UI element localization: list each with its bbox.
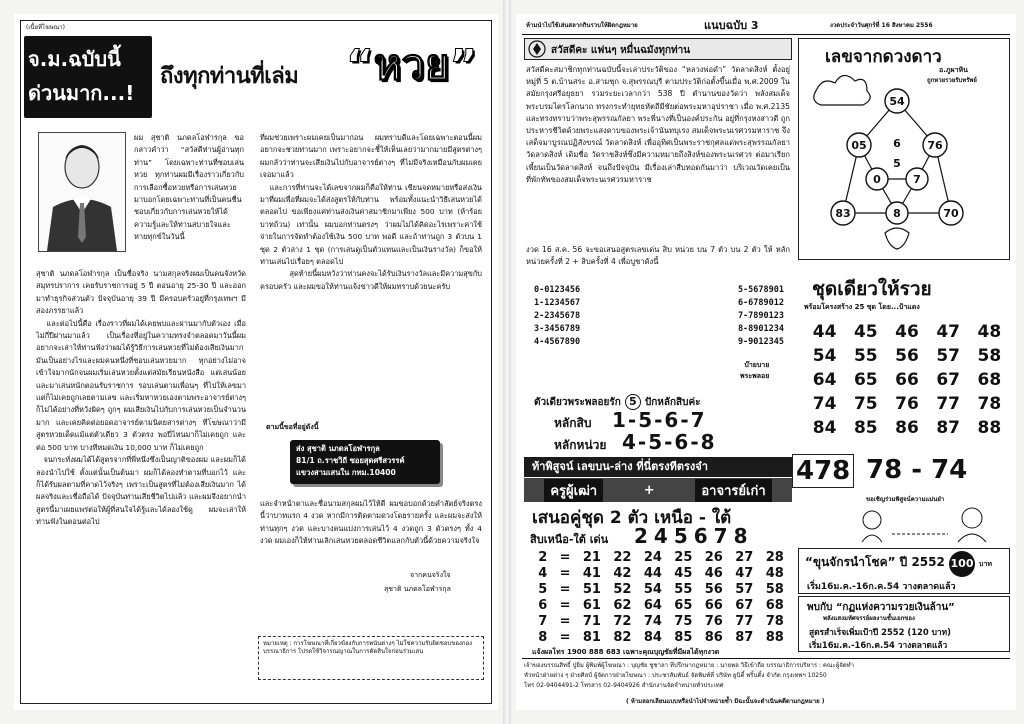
person-portrait-icon bbox=[39, 133, 125, 251]
pair-cell: 51 bbox=[582, 582, 601, 597]
single-digit-suffix: ปักหลักสิบค่ะ bbox=[644, 396, 701, 408]
set-cell: 58 bbox=[977, 346, 1002, 366]
star-number: 0 bbox=[873, 173, 881, 186]
set-grid bbox=[804, 318, 1010, 444]
wheel-ad bbox=[798, 548, 1010, 594]
address-line-3: แขวงสามเสนใน กทม.10400 bbox=[296, 468, 396, 477]
set-subtitle: พร้อมโครงสร้าง 25 ชุด โดย...ป้าแดง bbox=[804, 303, 920, 311]
pair-cell: 78 bbox=[765, 614, 784, 629]
pair-cell: 75 bbox=[674, 614, 693, 629]
pair-equals: = bbox=[559, 582, 571, 597]
pair-row bbox=[532, 598, 790, 613]
set-cell: 78 bbox=[977, 394, 1002, 414]
star-chart-author: อ.ภูผาหิน bbox=[939, 66, 968, 74]
star-number: 54 bbox=[889, 95, 905, 108]
pair-cell: 88 bbox=[765, 630, 784, 645]
set-cell: 56 bbox=[895, 346, 919, 366]
footer-line-3: โทร 02-9404491-2 โทรสาร 02-9404926 สำนักงานจัดจำหน่ายทั่วประเทศ bbox=[524, 682, 724, 689]
pair-cell: 25 bbox=[674, 550, 693, 565]
number-cell: 0-0123456 bbox=[534, 285, 581, 295]
cartoon-strip bbox=[802, 494, 1006, 546]
wealth-line: พลังแสงมหัศจรรย์ผลงานชั้นเอกของ bbox=[823, 615, 915, 622]
number-cell: 2-2345678 bbox=[534, 311, 581, 321]
pair-equals: = bbox=[559, 614, 571, 629]
set-cell: 47 bbox=[936, 322, 960, 342]
set-cell: 44 bbox=[812, 322, 837, 342]
set-cell: 86 bbox=[895, 418, 919, 438]
pair-cell: 61 bbox=[582, 598, 601, 613]
number-row bbox=[534, 336, 784, 349]
pair-key: 8 bbox=[538, 630, 548, 645]
challenge-bar: ท้าพิสูจน์ เลขบน-ล่าง ที่นี่ตรงทีตรงจ๋า bbox=[524, 457, 792, 477]
star-number: 8 bbox=[893, 207, 901, 220]
offer-digits: 245678 bbox=[634, 524, 754, 548]
temple-emblem-icon bbox=[528, 40, 546, 58]
guru-bar bbox=[524, 478, 792, 502]
wheel-price: 100 bbox=[949, 551, 975, 577]
number-table bbox=[534, 284, 784, 349]
pair-key: 6 bbox=[538, 598, 548, 613]
star-number: 83 bbox=[835, 207, 851, 220]
set-row bbox=[804, 370, 1010, 390]
pair-row bbox=[532, 566, 790, 581]
pair-cell: 27 bbox=[735, 550, 754, 565]
pair-key: 2 bbox=[538, 550, 548, 565]
footer-line-1: เจ้าของบรรณสิทธิ์ ปู่ยิ่ม ผู้พิมพ์ผู้โฆษณา : บุญชัย ชูชาลา ที่ปรึกษากฎหมาย : นายพล วิธีเข้าถือ บรรณาธิการบริหาร : คณะผู้จัดทำ bbox=[524, 662, 854, 669]
author-photo bbox=[38, 132, 126, 252]
pair-cell: 66 bbox=[704, 598, 723, 613]
address-box bbox=[290, 440, 440, 484]
number-row bbox=[534, 310, 784, 323]
tens-label: หลักสิบ bbox=[554, 416, 592, 430]
pair-cell: 67 bbox=[735, 598, 754, 613]
set-cell: 48 bbox=[977, 322, 1002, 342]
number-row bbox=[534, 284, 784, 297]
set-cell: 74 bbox=[812, 394, 837, 414]
set-row bbox=[804, 418, 1010, 438]
pair-cell: 24 bbox=[643, 550, 662, 565]
wealth-ad bbox=[798, 596, 1010, 652]
header-rule bbox=[522, 34, 1010, 35]
star-number: 5 bbox=[893, 157, 901, 170]
set-cell: 64 bbox=[812, 370, 837, 390]
welcome-title: สวัสดีคะ แฟนๆ หมื่นฉมังทุกท่าน bbox=[551, 45, 691, 56]
pair-cell: 56 bbox=[704, 582, 723, 597]
pair-cell: 44 bbox=[643, 566, 662, 581]
issue-date: งวดประจำวันศุกร์ที่ 16 สิงหาคม 2556 bbox=[830, 22, 933, 29]
pair-cell: 85 bbox=[674, 630, 693, 645]
wealth-title: พบกับ “กฏแห่งความรวยเงินล้าน” bbox=[807, 602, 955, 613]
pair-cell: 68 bbox=[765, 598, 784, 613]
units-label: หลักหน่วย bbox=[554, 438, 607, 452]
set-cell: 46 bbox=[895, 322, 919, 342]
pair-cell: 45 bbox=[674, 566, 693, 581]
pair-key: 5 bbox=[538, 582, 548, 597]
set-cell: 67 bbox=[936, 370, 960, 390]
number-cell: 7-7890123 bbox=[737, 311, 784, 321]
big-number-box: 478 bbox=[792, 454, 854, 488]
pair-cell: 87 bbox=[735, 630, 754, 645]
pair-cell: 64 bbox=[643, 598, 662, 613]
pair-cell: 54 bbox=[643, 582, 662, 597]
pair-cell: 62 bbox=[613, 598, 632, 613]
left-page bbox=[14, 14, 498, 710]
ad-space-tag: (เนื้อที่โฆษณา) bbox=[26, 24, 65, 31]
closing-phrase: จากคนจริงใจ bbox=[410, 571, 451, 579]
temple-history-article: สวัสดีคะสมาชิกทุกท่านฉบับนี้จะเล่าประวัติของ “หลวงพ่อดำ” วัดลาดสิงห์ ตั้งอยู่หมู่ที่ 5 ต.บ้านสระ อ.สามชุก จ.สุพรรณบุรี ตามประวัติก่อตั้งขึ้นเมื่อ พ.ศ.2009 ในสมัยกรุงศรีอยุธยา รวมระยะเวลากว่า 538 ปี ตำนานของวัดว่า พลังสมเด็จพระบรมไตรโลกนาถ ทรงกระทำยุทธหัตถีมีชัยต่อพระมหาอุปราชา เมื่อ พ.ศ.2135 และทรงทราบว่าพระสุพรรณกัลยา พระพี่นางที่เป็นองค์ประกัน อยู่ที่กรุงหงสาวดี ถูกประหารชีวิตด้วยพระแสงดาบของพระเจ้านันทบุเรง สมเด็จพระนเรศวรมหาราช จึงเสด็จมาบูรณปฏิสังขรณ์ วัดลาดสิงห์ เพื่ออุทิศเป็นพระราชกุศลแด่พระสุพรรณกัลยา วัดลาดสิงห์ เดิมชื่อ วัดราชสิงห์ซึ่งมีความหมายถึงสิงห์ของพระนเรศวร ต่อมาเรียกเพี้ยนเป็นวัดลาดสิงห์ จนถึงปัจจุบัน มีเรื่องเล่าสืบทอดกันมาว่า บริเวณวัดเคยเป็นที่พักทัพของสมเด็จพระนเรศวรมหาราช bbox=[526, 65, 793, 184]
pair-cell: 86 bbox=[704, 630, 723, 645]
cartoon-caption: ขอเชิญร่วมพิสูจน์ความแม่นยำ bbox=[866, 496, 945, 503]
set-row bbox=[804, 394, 1010, 414]
footer-line-2: หัวหน้าฝ่ายต่าง ๆ ฝ่ายศิลป์ ผู้จัดการฝ่ายโฆษณา : ประชาสัมพันธ์ จัดพิมพ์ที่ บริษัท ยูนิตี้ พริ้นติ้ง จำกัด กรุงเทพฯ 10250 bbox=[524, 672, 827, 679]
set-cell: 66 bbox=[895, 370, 919, 390]
pair-equals: = bbox=[559, 550, 571, 565]
set-cell: 77 bbox=[936, 394, 960, 414]
pair-row bbox=[532, 550, 790, 565]
number-cell: 8-8901234 bbox=[737, 324, 784, 334]
pair-cell: 71 bbox=[582, 614, 601, 629]
star-diagram bbox=[801, 63, 1007, 257]
set-cell: 85 bbox=[853, 418, 878, 438]
set-cell: 55 bbox=[853, 346, 878, 366]
pair-cell: 72 bbox=[613, 614, 632, 629]
units-digits: 4-5-6-8 bbox=[622, 430, 717, 454]
number-cell: 4-4567890 bbox=[534, 337, 581, 347]
number-cell: 9-9012345 bbox=[737, 337, 784, 347]
number-row bbox=[534, 323, 784, 336]
set-cell: 84 bbox=[812, 418, 837, 438]
guru-plus: + bbox=[643, 482, 655, 498]
star-number: 6 bbox=[893, 137, 901, 150]
mascot-icon bbox=[885, 228, 909, 249]
pair-row bbox=[532, 630, 790, 645]
pair-cell: 76 bbox=[704, 614, 723, 629]
footer-rule bbox=[522, 658, 1010, 659]
pair-row bbox=[532, 614, 790, 629]
wheel-unit: บาท bbox=[979, 560, 992, 568]
pair-cell: 22 bbox=[613, 550, 632, 565]
set-cell: 87 bbox=[936, 418, 960, 438]
pair-cell: 41 bbox=[582, 566, 601, 581]
urgent-banner bbox=[24, 36, 152, 118]
pair-equals: = bbox=[559, 566, 571, 581]
pair-equals: = bbox=[559, 630, 571, 645]
intro-paragraph: ผม สุชาติ นภดลโอฬารกุล ขอกล่าวคำว่า “สวัสดีท่านผู้อ่านทุกท่าน” โดยเฉพาะท่านที่ชอบเล่นหวย ทุกท่านผมมีเรื่องราวเกี่ยวกับการเลือกซื้อหวยหรือการเล่นหวยมาบอกโดยเฉพาะท่านที่เป็นคนชื่นชอบเกี่ยวกับการเล่นหวยให้ได้ความรู้และให้ท่านสบายใจและหายทุกข์ในวันนี้ bbox=[134, 133, 244, 242]
star-number: 76 bbox=[927, 139, 943, 152]
star-number: 7 bbox=[913, 173, 921, 186]
star-number: 70 bbox=[943, 207, 959, 220]
banner-headline: ถึงทุกท่านที่เล่ม bbox=[160, 64, 299, 89]
wheel-date: เริ่ม16ม.ค.-16ก.ค.54 วางตลาดแล้ว bbox=[807, 582, 956, 592]
number-cell: 1-1234567 bbox=[534, 298, 581, 308]
set-cell: 54 bbox=[812, 346, 837, 366]
pair-cell: 46 bbox=[704, 566, 723, 581]
closing-paragraph: และจำหน้าตาและชื่อนามสกุลผมไว้ให้ดี ผมขอบอกด้วยคำสัตย์จริงตรงนี้ว่าบาทแรก 4 งวด หากมีการติดตามดวงโดยรายครั้ง และผมจะส่งให้ท่านทุกๆ งวด และบางคนแบ่งการเล่นไว้ 4 งวดถูก 3 ตัวตรงๆ ทั้ง 4 งวด ผมเองก็ให้ท่านเลิกเล่นหวยตลอดชีวิตแลกกับตัวนี้ด้วยความจริงใจ bbox=[260, 499, 485, 546]
star-chart-tag: ถูกหวยรวยรับทรัพย์ bbox=[927, 77, 977, 84]
lucky-characters-icon bbox=[852, 504, 1002, 544]
byebye-line-2: พระพลอย bbox=[740, 372, 770, 380]
byebye-label bbox=[740, 360, 769, 382]
pair-cell: 28 bbox=[765, 550, 784, 565]
pair-equals: = bbox=[559, 598, 571, 613]
number-cell: 5-5678901 bbox=[737, 285, 784, 295]
welcome-bar bbox=[524, 38, 792, 60]
address-label: ตามนี้ขอที่อยู่ดังนี้ bbox=[266, 423, 319, 431]
guru-right: อาจารย์เก่า bbox=[695, 479, 771, 502]
pair-key: 4 bbox=[538, 566, 548, 581]
set-cell: 88 bbox=[977, 418, 1002, 438]
right-page bbox=[516, 14, 1016, 710]
set-cell: 65 bbox=[853, 370, 878, 390]
pair-cell: 57 bbox=[735, 582, 754, 597]
urgent-line-1: จ.ม.ฉบับนี้ bbox=[28, 47, 121, 71]
number-row bbox=[534, 297, 784, 310]
formula-intro: งวด 16 ส.ค. 56 จะขอเสนอสูตรเลขเด่น สิบ หน่วย บน 7 ตัว บน 2 ตัว ให้ หลักหน่วยครั้งที่ 2 + สิบครั้งที่ 4 เพื่อบูชาดังนี้ bbox=[526, 245, 790, 267]
tens-digits: 1-5-6-7 bbox=[612, 408, 707, 432]
page-number: แนบฉบับ 3 bbox=[704, 19, 759, 32]
page-fold bbox=[503, 0, 511, 724]
pair-cell: 58 bbox=[765, 582, 784, 597]
pair-cell: 82 bbox=[613, 630, 632, 645]
single-digit-label: ตัวเดียวพระพลอยรัก bbox=[534, 396, 621, 408]
wealth-formula: สูตรสำเร็จเพิ่มเป้าปี 2552 (120 บาท) bbox=[809, 627, 951, 637]
set-row bbox=[804, 346, 1010, 366]
offer-subtitle: สิบเหนือ-ใต้ เด่น bbox=[530, 533, 609, 546]
pair-cell: 48 bbox=[765, 566, 784, 581]
star-chart-title: เลขจากดวงดาว bbox=[825, 47, 942, 67]
pair-cell: 52 bbox=[613, 582, 632, 597]
pair-cell: 26 bbox=[704, 550, 723, 565]
urgent-line-2: ด่วนมาก...! bbox=[28, 81, 135, 105]
pair-cell: 47 bbox=[735, 566, 754, 581]
byebye-line-1: บ๊ายบาย bbox=[744, 361, 770, 369]
set-cell: 57 bbox=[936, 346, 960, 366]
wealth-date: เริ่ม16ม.ค.-16ก.ค.54 วางตลาดแล้ว bbox=[809, 640, 948, 650]
pair-table bbox=[532, 550, 790, 646]
set-cell: 75 bbox=[853, 394, 878, 414]
wheel-title: “ขุนจักรนำโชค” ปี 2552 bbox=[805, 555, 945, 569]
number-cell: 3-3456789 bbox=[534, 324, 581, 334]
pair-cell: 21 bbox=[582, 550, 601, 565]
set-cell: 76 bbox=[895, 394, 919, 414]
pair-cell: 74 bbox=[643, 614, 662, 629]
set-cell: 45 bbox=[853, 322, 878, 342]
big-number-row bbox=[792, 454, 1012, 490]
single-digit: 5 bbox=[625, 394, 641, 410]
set-row bbox=[804, 322, 1010, 342]
set-title: ชุดเดียวให้รวย bbox=[812, 278, 932, 300]
pair-row bbox=[532, 582, 790, 597]
pair-cell: 77 bbox=[735, 614, 754, 629]
offer-title: เสนอคู่ชุด 2 ตัว เหนือ - ใต้ bbox=[532, 508, 732, 528]
phone-line: แจ้งผลโทร 1900 888 683 เฉพาะคุณบุญชัยที่มีผลได้ทุกงวด bbox=[532, 648, 720, 656]
banner-big-word: “หวย” bbox=[346, 40, 478, 89]
pair-cell: 81 bbox=[582, 630, 601, 645]
pair-cell: 84 bbox=[643, 630, 662, 645]
big-number-rest: 78 - 74 bbox=[866, 455, 968, 485]
address-line-2: 81/1 ถ.ราชวิถี ซอยสุดศรีสวรรค์ bbox=[296, 456, 405, 465]
pair-cell: 65 bbox=[674, 598, 693, 613]
pair-cell: 42 bbox=[613, 566, 632, 581]
set-cell: 68 bbox=[977, 370, 1002, 390]
star-chart-box bbox=[798, 38, 1010, 260]
pair-cell: 55 bbox=[674, 582, 693, 597]
author-signature: สุชาติ นภดลโอฬารกุล bbox=[384, 585, 451, 593]
right-column-text: ที่ผมช่วยเพราะผมเคยเป็นมาก่อน ผมทราบดีและโดยเฉพาะตอนนี้ผมอยากจะช่วยท่านมาก เพราะอยากจะชี้ให้เห็นเลยว่ามากมายมีสูตรต่างๆ ผมกลัวว่าท่านจะเสียเงินไปกับอาจารย์ต่างๆ ที่ไม่มีจริงเหมือนกับผมเคยเจอมาแล้ว และการที่ท่านจะได้เลขจากผมก็คือให้ท่าน เขียนจดหมายหรือส่งเงินมาที่ผมเพื่อที่ผมจะได้ส่งสูตรให้กับท่าน พร้อมทั้งแนะนำวิธีเล่นหวยได้ตลอดไป ขอเพียงแค่ท่านส่งเงินค่าสมาชิกมาเพียง 500 บาท (ห้าร้อยบาทถ้วน) เท่านั้น ผมบอกท่านตรงๆ ว่าผมไม่ได้คิดอะไรเพราะค่าใช้จ่ายในการจัดทำต้องใช้เงิน 500 บาท พอดี และถ้าท่านถูก 3 ตัวบน 1 ชุด 2 ตัวล่าง 1 ชุด (การเล่นดูเป็นตัวแทนและเป็นเงินรางวัล) ก็ขอให้ท่านเล่นไปเรื่อยๆ ตลอดไป สุดท้ายนี้ผมหวังว่าท่านคงจะได้รับเงินรางวัลและมีความสุขกับครอบครัว และผมขอให้ท่านแจ้งข่าวดีให้ผมทราบด้วยนะครับ bbox=[260, 133, 482, 291]
top-warning: ห้ามนำไปใช้เล่นสลากกินรวบให้ผิดกฎหมาย bbox=[526, 22, 638, 29]
disclaimer-box: หมายเหตุ : การโฆษณาที่เกี่ยวข้องกับการพนันต่างๆ ไม่ใช่ความรับผิดชอบของกองบรรณาธิการ โปรดใช้วิจารณญาณในการตัดสินใจก่อนร่วมเล่น bbox=[258, 636, 484, 680]
copyright-note: ( ห้ามลอกเลียนแบบหรือนำไปจำหน่ายซ้ำ มิฉะนั้นจะดำเนินคดีตามกฎหมาย ) bbox=[626, 698, 825, 705]
pair-key: 7 bbox=[538, 614, 548, 629]
address-line-1: ส่ง สุชาติ นภดลโอฬารกุล bbox=[296, 444, 380, 453]
number-cell: 6-6789012 bbox=[737, 298, 784, 308]
star-number: 05 bbox=[851, 139, 867, 152]
left-column-text: สุชาติ นภดลโอฬารกุล เป็นชื่อจริง นามสกุลจริงผมเป็นคนจังหวัดสมุทรปราการ เคยรับราชการอยู่ 5 ปี ตอนอายุ 25-30 ปี และออกมาทำธุรกิจส่วนตัว ปัจจุบันอายุ 39 ปี มีครอบครัวอยู่ที่กรุงเทพฯ มีสองภรรยาแล้ว และต่อไปนี้คือ เรื่องราวที่ผมได้เคยพบและผ่านมากับตัวเอง เมื่อไม่กี่ปีผ่านมาแล้ว เป็นเรื่องที่อยู่ในความทรงจำตลอดมาวันนี้ผมอยากจะเล่าให้ท่านฟังว่าผมได้รู้วิธีการเล่นหวยที่ไม่ต้องเสียเงินมาก มันเป็นอย่างไรและผมคนหนึ่งที่ชอบเล่นหวยมาก ทุกอย่างไม่อาจเข้าใจมากนักจนผมเริ่มเล่นหวยตั้งแต่สมัยเรียนหนังสือ แต่เล่นน้อยและมาเล่นหนักตอนรับราชการ รอบเล่นตามเพื่อนๆ ที่ไปให้เลขมาแต่ก็ไม่เคยถูกเลยตามเลข และเริ่มหาหวยเองตามพระอาจารย์ต่างๆ ก็ไม่ได้อย่างที่หวังผิดๆ ถูกๆ ผมเสียเงินไปกับการเล่นหวยเป็นจำนวนมาก และเคยคิดต่อยอดอาจารย์ตามนิตยสารต่างๆ ที่โฆษณาว่ามีสูตรหวยเด็ดแม้แต่ตัวเดียว 3 ตัวตรง พอปี่ไหนมาก็ไม่เคยถูก และต่อ 500 บาท บางทีหมดเงิน 10,000 บาท ก็ไม่เคยถูก จนกระทั่งผมได้ได้สูตรจากที่พี่หนึ่งซึ่งเป็นญาติของผม และผมก็ได้ลองนำไปใช้ ตั้งแต่นั้นเป็นต้นมา ผมก็ได้ลองทำตามที่บอกไว้ และก็ได้รับผลตามที่คาดไว้จริงๆ เพราะเป็นสูตรที่ไม่ต้องเสียเงินมาก ได้ผลจริงและเชื่อถือได้ ปัจจุบันท่านเสียชีวิตไปแล้ว และผมจึงอยากนำสูตรนี้มาเผยแพร่ต่อให้ผู้ที่สนใจได้รู้และได้ลองใช้ดู ผมจะเล่าให้ท่านฟังในตอนต่อไป bbox=[36, 269, 246, 527]
guru-left: ครูผู้เฒ่า bbox=[544, 479, 603, 502]
